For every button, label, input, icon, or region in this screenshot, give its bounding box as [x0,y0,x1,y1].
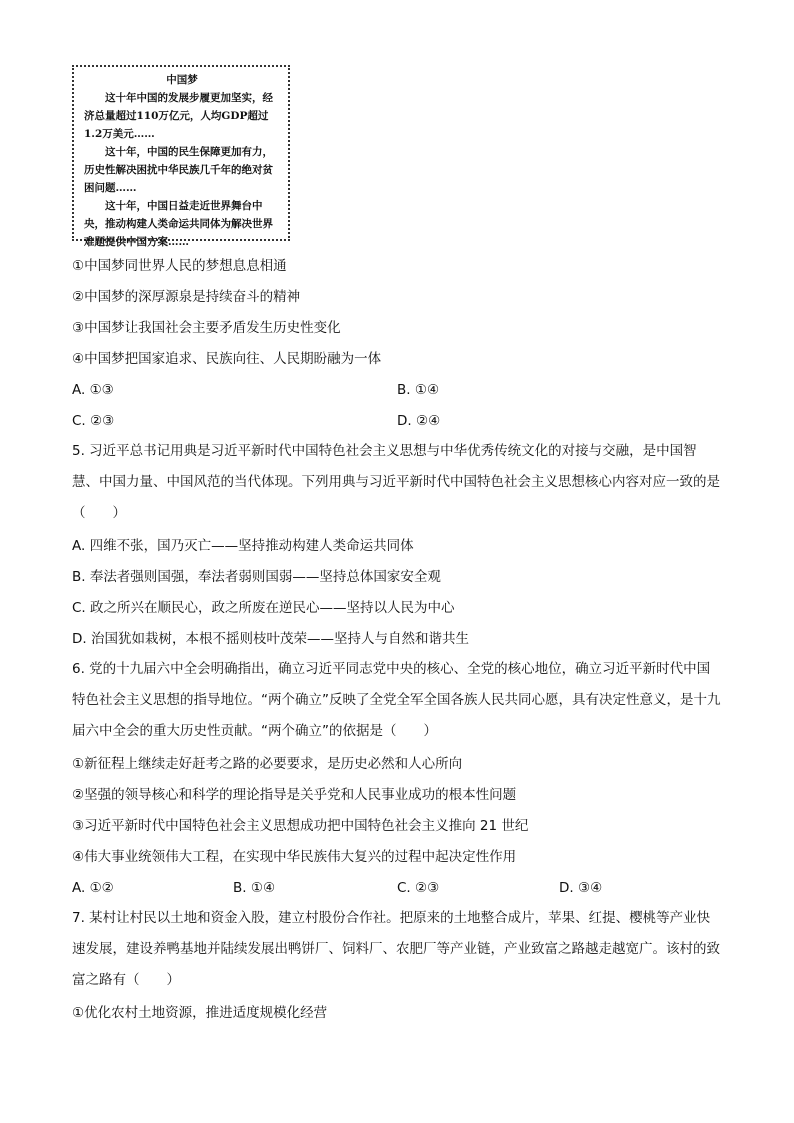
material-title: 中国梦 [166,74,198,86]
q6-statement-4: ④伟大事业统领伟大工程，在实现中华民族伟大复兴的过程中起决定性作用 [72,849,517,865]
material-paragraph: 这十年，中国的民生保障更加有力，历史性解决困扰中华民族几千年的绝对贫困问题…… [84,146,273,194]
q4-option-a[interactable]: A. ①③ [72,382,114,398]
q4-option-b[interactable]: B. ①④ [397,382,440,398]
q4-statement-3: ③中国梦让我国社会主要矛盾发生历史性变化 [72,320,341,336]
q6-option-a[interactable]: A. ①② [72,880,114,896]
q6-statement-2: ②坚强的领导核心和科学的理论指导是关乎党和人民事业成功的根本性问题 [72,787,517,803]
q6-option-b[interactable]: B. ①④ [233,880,276,896]
q4-statement-4: ④中国梦把国家追求、民族向往、人民期盼融为一体 [72,351,382,367]
material-paragraph: 这十年，中国日益走近世界舞台中央，推动构建人类命运共同体为解决世界难题提供中国方案…… [84,200,273,248]
q6-option-c[interactable]: C. ②③ [397,880,440,896]
q6-option-d[interactable]: D. ③④ [559,880,603,896]
q6-statement-1: ①新征程上继续走好赶考之路的必要要求，是历史必然和人心所向 [72,756,463,772]
q4-statement-1: ①中国梦同世界人民的梦想息息相通 [72,258,287,274]
q5-option-a[interactable]: A. 四维不张，国乃灭亡——坚持推动构建人类命运共同体 [72,538,414,554]
q5-option-c[interactable]: C. 政之所兴在顺民心，政之所废在逆民心——坚持以人民为中心 [72,600,455,616]
q6-statement-3: ③习近平新时代中国特色社会主义思想成功把中国特色社会主义推向 21 世纪 [72,818,529,834]
china-dream-material-box [72,65,290,248]
material-paragraph: 这十年中国的发展步履更加坚实，经济总量超过110万亿元，人均GDP超过1.2万美元…… [84,92,273,140]
q5-stem: 5. 习近平总书记用典是习近平新时代中国特色社会主义思想与中华优秀传统文化的对接与交融，是中国智慧、中国力量、中国风范的当代体现。下列用典与习近平新时代中国特色社会主义思想核心内容对应一致的是（ ） [72,443,720,521]
q5-option-d[interactable]: D. 治国犹如栽树，本根不摇则枝叶茂荣——坚持人与自然和谐共生 [72,631,469,647]
q5-option-b[interactable]: B. 奉法者强则国强，奉法者弱则国弱——坚持总体国家安全观 [72,569,441,585]
q7-stem: 7. 某村让村民以土地和资金入股，建立村股份合作社。把原来的土地整合成片，苹果、红提、樱桃等产业快速发展，建设养鸭基地并陆续发展出鸭饼厂、饲料厂、农肥厂等产业链，产业致富之路越走越宽广。该村的致富之路有（ ） [72,910,720,988]
q4-option-c[interactable]: C. ②③ [72,413,115,429]
q4-statement-2: ②中国梦的深厚源泉是持续奋斗的精神 [72,289,301,305]
q6-stem: 6. 党的十九届六中全会明确指出，确立习近平同志党中央的核心、全党的核心地位，确立习近平新时代中国特色社会主义思想的指导地位。“两个确立”反映了全党全军全国各族人民共同心愿，具有决定性意义，是十九届六中全会的重大历史性贡献。“两个确立”的依据是（ ） [72,661,721,739]
q7-statement-1: ①优化农村土地资源，推进适度规模化经营 [72,1005,328,1021]
q4-option-d[interactable]: D. ②④ [397,413,441,429]
